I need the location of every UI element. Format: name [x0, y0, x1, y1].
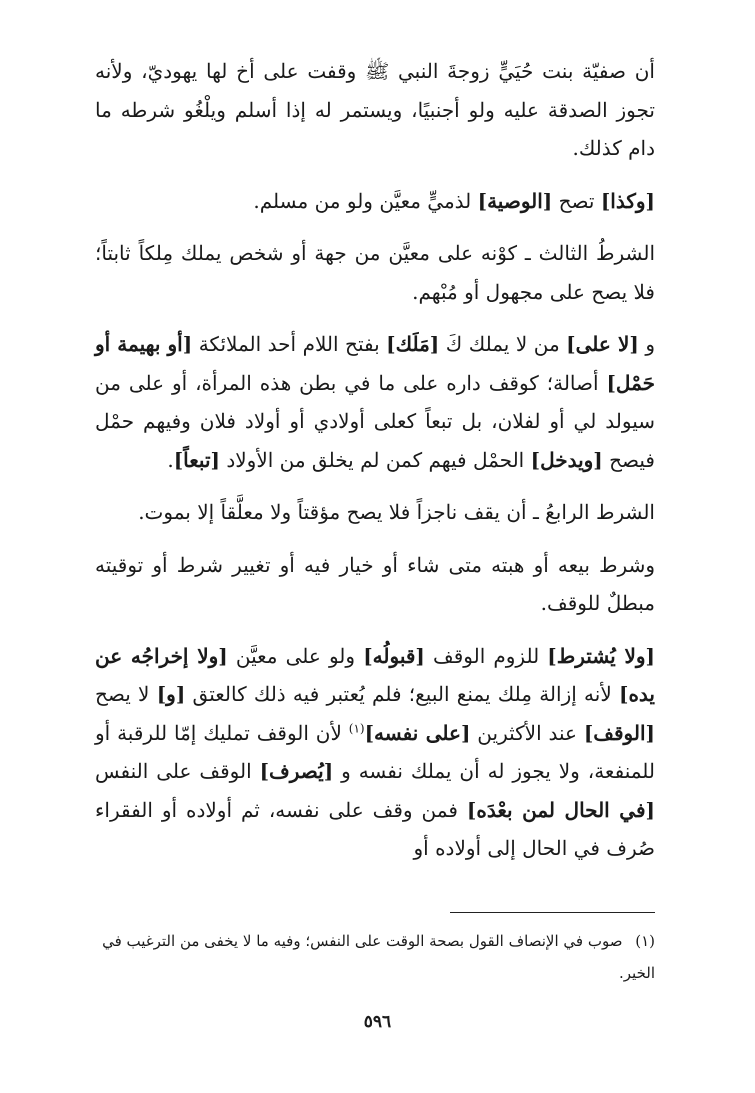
bracketed-term: [تبعاً]	[173, 447, 220, 472]
main-text	[95, 52, 655, 882]
bracketed-term: [أو بهيمة أو حَمْل]	[95, 332, 655, 395]
text-segment: الحمْل فيهم كمن لم يخلق من الأولاد	[219, 447, 531, 472]
paragraph	[95, 325, 655, 479]
bracketed-term: [ولا إخراجُه عن يده]	[95, 643, 655, 706]
bracketed-term: [قبولُه]	[363, 643, 425, 668]
bracketed-term: [وكذا]	[600, 188, 655, 213]
text-segment: أصالة؛ كوقف داره على ما في بطن هذه المرأة، أو على من سيولد لي أو لفلان، بل تبعاً كعلى أولادي أو أولاد فلان وفيهم حمْل فيصح	[95, 370, 655, 472]
paragraph	[95, 493, 655, 532]
text-segment: الشرط الرابعُ ـ أن يقف ناجزاً فلا يصح مؤقتاً ولا معلَّقاً إلا بموت.	[138, 500, 655, 524]
footnote-text: صوب في الإنصاف القول بصحة الوقت على النفس؛ وفيه ما لا يخفى من الترغيب في الخير.	[102, 932, 655, 982]
text-segment: للزوم الوقف	[424, 643, 548, 668]
text-segment: لذميٍّ معيَّن ولو من مسلم.	[253, 188, 478, 213]
bracketed-term: [و]	[156, 682, 186, 706]
paragraph	[95, 546, 655, 623]
text-segment: تصح	[552, 188, 601, 213]
paragraph	[95, 182, 655, 221]
footnote-ref: (١)	[348, 720, 365, 735]
footnote-number: (١)	[635, 932, 655, 950]
text-segment: لأن الوقف تمليك إمّا للرقبة أو للمنفعة، ولا يجوز له أن يملك نفسه و	[95, 720, 656, 783]
bracketed-term: [على نفسه]	[364, 720, 471, 745]
paragraph	[95, 234, 655, 311]
bracketed-term: [الوصية]	[477, 188, 553, 213]
text-segment: أن صفيّة بنت حُيَيٍّ زوجةَ النبي ﷺ وقفت على أخ لها يهوديّ، ولأنه تجوز الصدقة عليه ولو أجنبيًا، ويستمر له إذا أسلم ويلْغُو شرطه ما دام كذلك.	[95, 59, 655, 160]
bracketed-term: [يُصرف]	[259, 759, 334, 783]
text-segment: لأنه إزالة مِلك يمنع البيع؛ فلم يُعتبر فيه ذلك كالعتق	[185, 682, 619, 706]
bracketed-term: [الوقف]	[583, 720, 655, 745]
page-number: ٥٩٦	[363, 1012, 392, 1032]
text-segment: بفتح اللام أحد الملائكة	[192, 332, 387, 356]
bracketed-term: [ولا يُشترط]	[547, 643, 655, 668]
footnote	[95, 925, 655, 989]
text-segment: الوقف على النفس	[95, 759, 260, 783]
paragraph	[95, 52, 655, 168]
bracketed-term: [لا على]	[566, 332, 639, 356]
text-segment: فمن وقف على نفسه، ثم أولاده أو الفقراء صُرف في الحال إلى أولاده أو	[95, 797, 655, 860]
text-segment: عند الأكثرين	[470, 720, 584, 745]
text-segment: ولو على معيَّن	[227, 643, 364, 668]
bracketed-term: [ويدخل]	[530, 447, 603, 472]
text-segment: وشرط بيعه أو هبته متى شاء أو خيار فيه أو تغيير شرط أو توقيته مبطلٌ للوقف.	[95, 552, 655, 615]
text-segment: .	[167, 447, 174, 472]
text-segment: لا يصح	[95, 682, 157, 706]
paragraph	[95, 637, 655, 868]
bracketed-term: [في الحال لمن بعْدَه]	[466, 797, 655, 822]
text-segment: و	[638, 332, 655, 356]
bracketed-term: [مَلَك]	[386, 332, 440, 356]
text-segment: من لا يملك كَ	[439, 332, 567, 356]
text-segment: الشرطُ الثالث ـ كوْنه على معيَّن من جهة أو شخص يملك مِلكاً ثابتاً؛ فلا يصح على مجهول أو مُبْهم.	[95, 241, 655, 304]
footnote-separator	[450, 912, 655, 913]
